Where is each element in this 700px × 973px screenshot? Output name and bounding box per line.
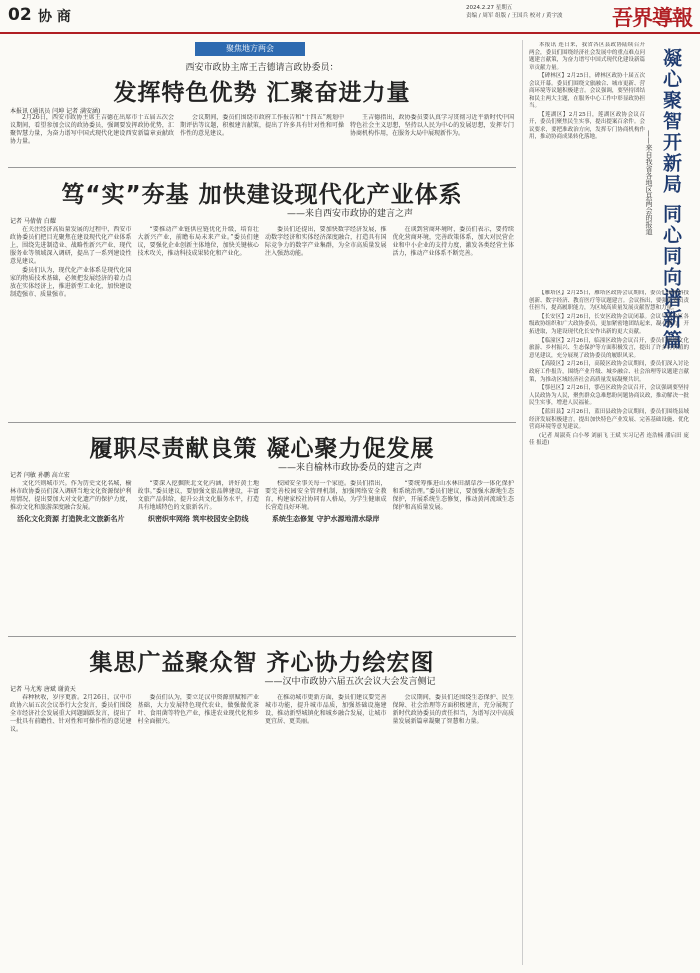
paragraph: 文化兴则城市兴。作为历史文化名城，榆林市政协委员们深入调研当地文化资源保护利用情况，提出要加大对文化遗产的保护力度，推动文化和旅游深度融合发展。 [10,480,132,511]
sidebar-subtitle: ——来自我省各地区县两会的报道 [645,130,653,235]
article3-body [10,480,514,630]
article4-body [10,694,514,964]
paragraph: “要推动产业链供应链优化升级，培育壮大新兴产业，前瞻布局未来产业。”委员们建议，要强化企业创新主体地位，加快关键核心技术攻关，推动科技成果转化和产业化。 [137,226,259,257]
divider [8,167,516,168]
paragraph: 在推动城市更新方面，委员们建议要完善城市功能，提升城市品质，加强基础设施建设，推动新型城镇化和城乡融合发展，让城市更宜居、更美丽。 [265,694,387,725]
paragraph: 【莲湖区】2月25日，莲湖区政协会议召开，委员们聚焦民生实事，提出提案百余件。会议要求，要把准政治方向，发挥专门协商机构作用，推动协商成果转化落地。 [529,111,645,140]
article2-headline: 笃“实”夯基 加快建设现代化产业体系 [61,182,463,208]
issue-date: 2024.2.27 星期五 [466,5,513,11]
article2-body [10,226,514,416]
paragraph: 【鄠邑区】2月26日，鄠邑区政协会议召开，会议强调要坚持人民政协为人民，聚焦群众急难愁盼问题协商议政，推动解决一批民生实事，增进人民福祉。 [529,385,689,407]
divider [8,422,516,423]
article3-byline: 记者 闫敏 孙鹏 高立宏 [10,472,70,479]
section-banner: 聚焦地方两会 [195,42,305,56]
paragraph: 在谈到营商环境时，委员们表示，要持续优化营商环境，完善政策体系，加大对民营企业和中小企业的支持力度，激发各类经营主体活力，推动产业体系不断完善。 [392,226,514,257]
article3-subtitle-3: 系统生态修复 守护水源地清水绿岸 [272,515,380,523]
paragraph: 【高陵区】2月26日，高陵区政协会议期间，委员们深入讨论政府工作报告，围绕产业升级、城乡融合、社会治理等议题建言献策，为推动区域经济社会高质量发展凝聚共识。 [529,361,689,383]
paragraph: 王吉德指出，政协委员要认真学习贯彻习近平新时代中国特色社会主义思想，坚持以人民为中心的发展思想，发挥专门协商机构作用，在服务大局中展现新作为。 [350,114,514,137]
article4-headline: 集思广益聚众智 齐心协力绘宏图 [89,650,435,676]
article3-subtitle-1: 活化文化资源 打造陕北文旅新名片 [17,515,125,523]
paragraph: 本报讯 连日来，我省各区县政协陆续召开两会，委员们围绕经济社会发展中的重点难点问题建言献策，为奋力谱写中国式现代化建设新篇章贡献力量。 [529,42,645,71]
section-name: 协 商 [38,9,71,25]
article2-byline: 记者 马倩倩 白耀 [10,218,56,225]
article2-subhead: ——来自西安市政协的建言之声 [286,209,413,219]
page-number: 02 [8,5,32,25]
sidebar-column [522,40,692,965]
paragraph: 2月26日，西安市政协主席王吉德在出席市十五届五次会议期间，看望参加会议的政协委员，强调要发挥政协优势，汇聚智慧力量，为奋力谱写中国式现代化建设西安新篇章贡献政协力量。 [10,114,174,145]
article3-headline: 履职尽责献良策 凝心聚力促发展 [89,436,435,462]
paragraph: 在关注经济高质量发展的过程中，西安市政协委员们把目光聚焦在建设现代化产业体系上，围绕先进制造业、战略性新兴产业、现代服务业等领域深入调研，提出了一系列建设性意见建议。 [10,226,132,265]
paragraph: 【长安区】2月26日，长安区政协会议闭幕。会议号召全区各级政协组织和广大政协委员，更加紧密地团结起来，凝心聚力，开拓进取，为建设现代化长安作出新的更大贡献。 [529,313,689,335]
divider [8,636,516,637]
paragraph: 【蓝田县】2月26日，蓝田县政协会议期间，委员们围绕县域经济发展积极建言，提出加快特色产业发展、完善基础设施、优化营商环境等意见建议。 [529,408,689,431]
article4-subhead: ——汉中市政协六届五次会议大会发言侧记 [264,677,436,687]
sidebar-reports [529,290,689,960]
paragraph: 校园安全事关每一个家庭。委员们指出，要完善校园安全管理机制，加强网络安全教育，构建家校社协同育人格局，为学生健康成长营造良好环境。 [265,480,387,511]
article1-headline: 发挥特色优势 汇聚奋进力量 [113,80,411,106]
sidebar-title: 凝心聚智开新局 同心同向谱新篇 [660,48,682,351]
article4-byline: 记者 马尤莠 唐斌 谢黄天 [10,686,76,693]
article1-byline: 本报讯 (通讯员 闫坤 记者 满安涵) [10,108,101,115]
article3-subhead: ——来自榆林市政协委员的建言之声 [277,463,422,473]
paragraph: “要深入挖掘陕北文化内涵，讲好黄土地故事。”委员建议，要加强文旅品牌建设，丰富文旅产品供给，提升公共文化服务水平，打造具有地域特色的文旅新名片。 [137,480,259,511]
page-header [0,0,700,34]
paragraph: 委员们认为，现代化产业体系是现代化国家的物质技术基础，必须把发展经济的着力点放在实体经济上，推进新型工业化，加快建设制造强市、质量强市。 [10,267,132,298]
paragraph: 春种秋收，岁序更新。2月26日，汉中市政协六届五次会议举行大会发言，委员们围绕全市经济社会发展重大问题踊跃发言，提出了一批具有前瞻性、针对性和可操作性的意见建议。 [10,694,132,733]
sidebar-footer: (记者 周淑英 白小琴 刘丽飞 王斌 实习记者 连浩楠 潘启田 庞 佳 报道) [529,432,689,447]
paragraph: 【雁塔区】2月25日，雁塔区政协会议期间，委员们围绕科技创新、数字经济、教育医疗等议题建言。会议指出，要强化委员责任担当，提高履职能力，为区域高质量发展贡献智慧和力量。 [529,290,689,312]
sidebar-intro [529,42,645,282]
article3-subtitle-2: 织密织牢网络 筑牢校园安全防线 [148,515,249,523]
paragraph: 委员们认为，要立足汉中资源禀赋和产业基础，大力发展特色现代农业，做强做优茶叶、食用菌等特色产业，推进农业现代化和乡村全面振兴。 [137,694,259,725]
article1-subhead: 西安市政协主席王吉德请言政协委员： [185,63,339,73]
paragraph: 会议期间，委员们围绕市政府工作报告和“十四五”规划中期评估等议题，积极建言献策，提出了许多具有针对性和可操作性的意见建议。 [180,114,344,137]
paragraph: 会议期间，委员们还围绕生态保护、民生保障、社会治理等方面积极建言，充分展现了新时代政协委员的责任担当，为谱写汉中高质量发展新篇章凝聚了智慧和力量。 [392,694,514,725]
paragraph: 【碑林区】2月25日，碑林区政协十届五次会议开幕。委员们围绕文旅融合、城市更新、营商环境等议题积极建言。会议强调，要坚持团结和民主两大主题，在服务中心工作中彰显政协担当。 [529,73,645,109]
article1-body [10,114,514,162]
newspaper-logo: 吾界導報 [612,5,692,30]
header-info [466,4,563,20]
paragraph: 委员们还提出，要加快数字经济发展，推动数字经济和实体经济深度融合，打造具有国际竞争力的数字产业集群，为全市高质量发展注入强劲动能。 [265,226,387,257]
paragraph: 【临潼区】2月26日，临潼区政协会议召开，委员们围绕文化旅游、乡村振兴、生态保护等方面积极发言，提出了许多有价值的意见建议，充分展现了政协委员的履职风采。 [529,337,689,359]
editor-line: 责编 / 周军 组版 / 王国兵 校对 / 黄宇波 [466,13,563,19]
paragraph: “要统筹推进山水林田湖草沙一体化保护和系统治理。”委员们建议，要加强水源地生态保护，开展系统生态修复，推动黄河流域生态保护和高质量发展。 [392,480,514,511]
